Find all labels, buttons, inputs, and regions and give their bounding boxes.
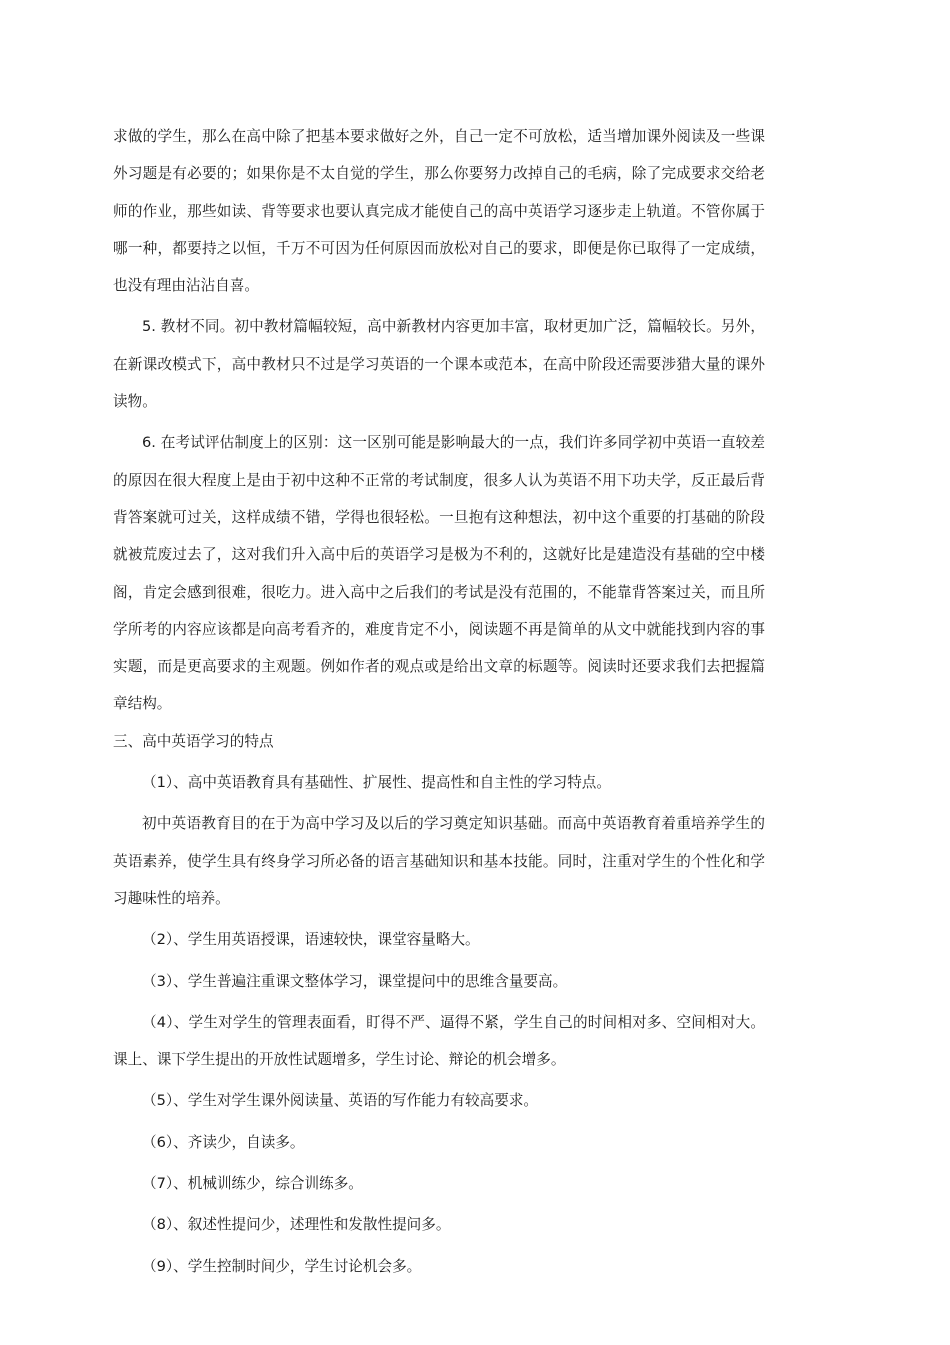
section-heading-features: 三、高中英语学习的特点 xyxy=(113,732,274,750)
list-item-feature-8: （8）、叙述性提问少，述理性和发散性提问多。 xyxy=(142,1216,451,1234)
list-item-feature-4: （4）、学生对学生的管理表面看，盯得不严、逼得不紧，学生自己的时间相对多、空间相对大。课上、课下学生提出的开放性试题增多，学生讨论、辩论的机会增多。 xyxy=(113,1013,765,1069)
list-item-feature-1: （1）、高中英语教育具有基础性、扩展性、提高性和自主性的学习特点。 xyxy=(142,774,611,792)
list-item-feature-6: （6）、齐读少，自读多。 xyxy=(142,1133,305,1151)
document-body xyxy=(113,118,765,1285)
list-item-feature-3: （3）、学生普遍注重课文整体学习，课堂提问中的思维含量要高。 xyxy=(142,972,568,990)
list-item-feature-5: （5）、学生对学生课外阅读量、英语的写作能力有较高要求。 xyxy=(142,1092,539,1110)
paragraph-exam-difference: 6. 在考试评估制度上的区别：这一区别可能是影响最大的一点，我们许多同学初中英语一直较差的原因在很大程度上是由于初中这种不正常的考试制度，很多人认为英语不用下功夫学，反正最后背背答案就可过关，这样成绩不错，学得也很轻松。一旦抱有这种想法，初中这个重要的打基础的阶段就被荒废过去了，这对我们升入高中后的英语学习是极为不利的，这就好比是建造没有基础的空中楼阁，肯定会感到很难，很吃力。进入高中之后我们的考试是没有范围的，不能靠背答案过关，而且所学所考的内容应该都是向高考看齐的，难度肯定不小，阅读题不再是简单的从文中就能找到内容的事实题，而是更高要求的主观题。例如作者的观点或是给出文章的标题等。阅读时还要求我们去把握篇章结构。 xyxy=(113,434,765,713)
list-item-feature-2: （2）、学生用英语授课，语速较快，课堂容量略大。 xyxy=(142,931,480,949)
paragraph-education-goal: 初中英语教育目的在于为高中学习及以后的学习奠定知识基础。而高中英语教育着重培养学生的英语素养，使学生具有终身学习所必备的语言基础知识和基本技能。同时，注重对学生的个性化和学习趣味性的培养。 xyxy=(113,815,765,907)
paragraph-study-attitude: 求做的学生，那么在高中除了把基本要求做好之外，自己一定不可放松，适当增加课外阅读及一些课外习题是有必要的；如果你是不太自觉的学生，那么你要努力改掉自己的毛病，除了完成要求交给老师的作业，那些如读、背等要求也要认真完成才能使自己的高中英语学习逐步走上轨道。不管你属于哪一种，都要持之以恒，千万不可因为任何原因而放松对自己的要求，即便是你已取得了一定成绩，也没有理由沾沾自喜。 xyxy=(113,128,765,295)
list-item-feature-7: （7）、机械训练少，综合训练多。 xyxy=(142,1175,363,1193)
paragraph-textbook-difference: 5. 教材不同。初中教材篇幅较短，高中新教材内容更加丰富，取材更加广泛，篇幅较长。另外，在新课改模式下，高中教材只不过是学习英语的一个课本或范本，在高中阶段还需要涉猎大量的课外读物。 xyxy=(113,318,765,411)
list-item-feature-9: （9）、学生控制时间少，学生讨论机会多。 xyxy=(142,1257,422,1275)
